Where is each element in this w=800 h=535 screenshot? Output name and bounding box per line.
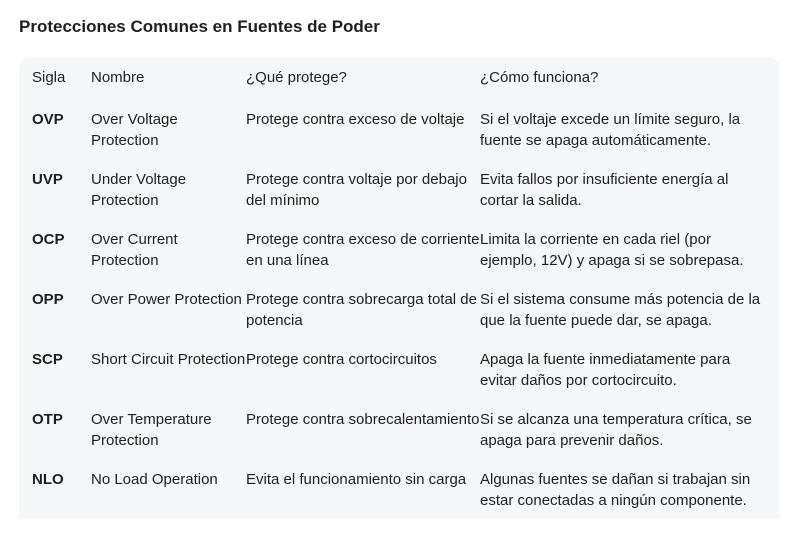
table-header-row	[19, 57, 780, 103]
cell-sigla: OVP	[32, 111, 64, 128]
cell-que-protege: Protege contra exceso de voltaje	[246, 111, 465, 128]
cell-que-protege: Protege contra exceso de corriente en una línea	[246, 231, 480, 269]
cell-sigla: OPP	[32, 291, 64, 308]
column-header-nombre: Nombre	[91, 69, 145, 86]
column-header-como-funciona: ¿Cómo funciona?	[480, 69, 599, 86]
protections-table-card	[19, 57, 780, 519]
cell-nombre: Over Temperature Protection	[91, 411, 212, 449]
cell-como-funciona: Apaga la fuente inmediatamente para evitar daños por cortocircuito.	[480, 351, 731, 389]
cell-sigla: SCP	[32, 351, 63, 368]
cell-que-protege: Protege contra sobrecarga total de potencia	[246, 291, 477, 329]
cell-como-funciona: Si el voltaje excede un límite seguro, la fuente se apaga automáticamente.	[480, 111, 741, 149]
cell-que-protege: Protege contra sobrecalentamiento	[246, 411, 480, 428]
table-row	[19, 103, 780, 163]
table-row	[19, 163, 780, 223]
cell-como-funciona: Si se alcanza una temperatura crítica, se apaga para prevenir daños.	[480, 411, 752, 449]
cell-nombre: Under Voltage Protection	[91, 171, 187, 209]
column-header-sigla: Sigla	[32, 69, 66, 86]
cell-que-protege: Protege contra cortocircuitos	[246, 351, 437, 368]
cell-como-funciona: Evita fallos por insuficiente energía al cortar la salida.	[480, 171, 729, 209]
table-row	[19, 223, 780, 283]
table-row	[19, 343, 780, 403]
cell-que-protege: Evita el funcionamiento sin carga	[246, 471, 467, 488]
cell-como-funciona: Limita la corriente en cada riel (por ejemplo, 12V) y apaga si se sobrepasa.	[480, 231, 744, 269]
table-row	[19, 403, 780, 463]
column-header-que-protege: ¿Qué protege?	[246, 69, 347, 86]
cell-nombre: Over Voltage Protection	[91, 111, 178, 149]
cell-nombre: Over Power Protection	[91, 291, 242, 308]
protections-table	[19, 57, 780, 519]
table-row	[19, 283, 780, 343]
cell-nombre: Short Circuit Protection	[91, 351, 246, 368]
cell-como-funciona: Si el sistema consume más potencia de la que la fuente puede dar, se apaga.	[480, 291, 761, 329]
cell-como-funciona: Algunas fuentes se dañan si trabajan sin estar conectadas a ningún componente.	[480, 471, 751, 509]
cell-sigla: OCP	[32, 231, 65, 248]
cell-nombre: No Load Operation	[91, 471, 218, 488]
cell-sigla: OTP	[32, 411, 63, 428]
cell-sigla: NLO	[32, 471, 64, 488]
cell-sigla: UVP	[32, 171, 63, 188]
cell-que-protege: Protege contra voltaje por debajo del mínimo	[246, 171, 467, 209]
table-row	[19, 463, 780, 519]
page-title: Protecciones Comunes en Fuentes de Poder	[19, 17, 380, 36]
cell-nombre: Over Current Protection	[91, 231, 178, 269]
